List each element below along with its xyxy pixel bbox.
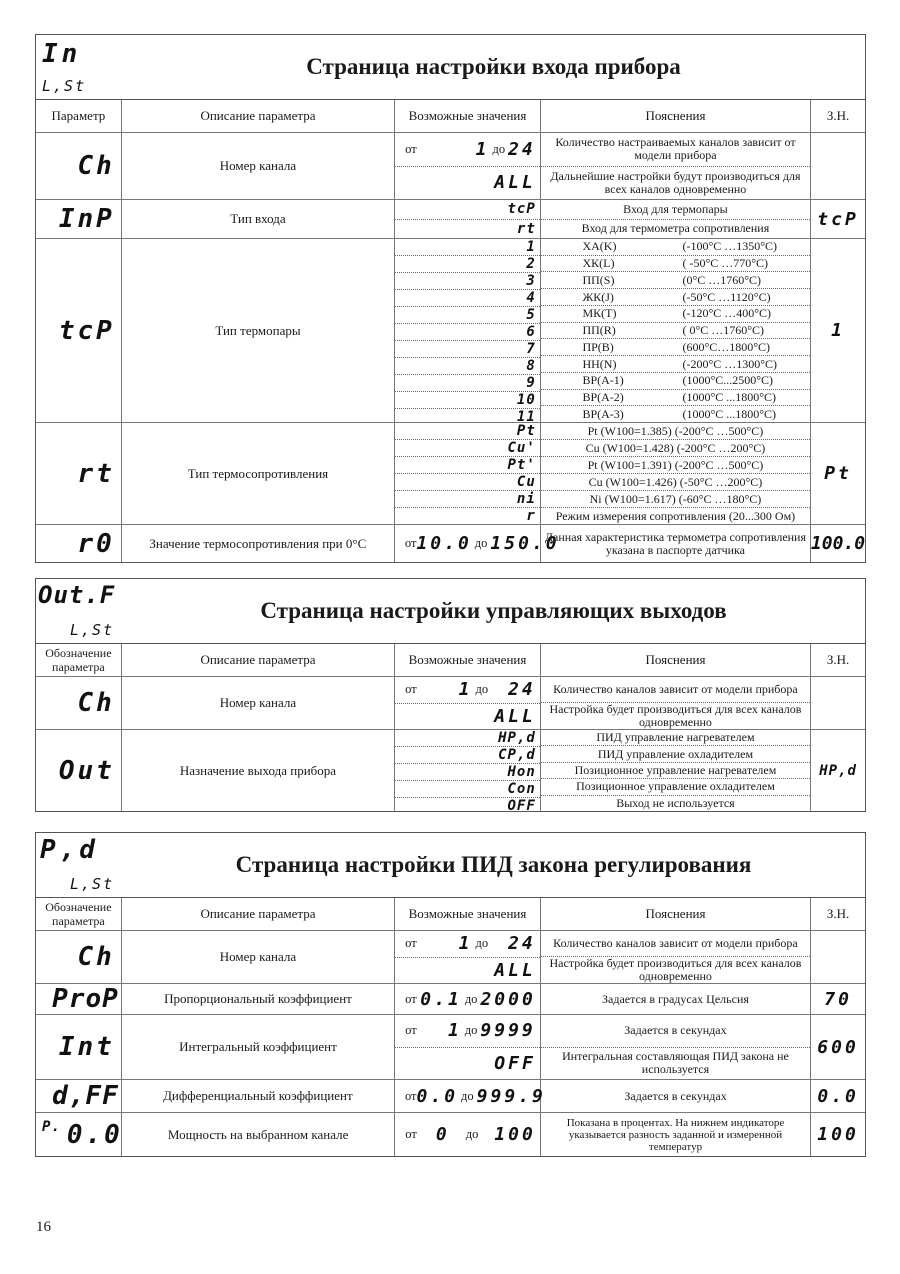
table-row-out: Out Назначение выхода прибора HP,d CP,d Hon Con OFF ПИД управление нагревателем ПИД управление охладителем Позиционное управление нагревателем Позиционное управление охладителем Выход не используется HP,d: [36, 730, 865, 811]
note: Интегральная составляющая ПИД закона не используется: [562, 1049, 789, 1077]
page-title: Страница настройки управляющих выходов: [260, 598, 727, 623]
tcp-values: 1 2 3 4 5 6 7 8 9 10 11: [395, 239, 541, 422]
range-to: 100: [494, 1124, 536, 1145]
menu-code: In: [42, 39, 82, 69]
param-code: 0.0: [66, 1119, 123, 1150]
default-value: [811, 931, 865, 983]
value-off: OFF: [494, 1052, 536, 1074]
option-value: rt: [516, 220, 536, 237]
table-header: [36, 898, 865, 931]
table-title-row: [36, 579, 865, 644]
range-from: 10.0: [416, 533, 472, 554]
param-code: InP: [58, 204, 115, 234]
param-desc: Значение термосопротивления при 0°С: [122, 525, 395, 562]
param-code: rt: [77, 458, 115, 489]
range-from: 1: [447, 1020, 462, 1042]
header-desc: Описание параметра: [122, 100, 395, 132]
param-desc: Пропорциональный коэффициент: [122, 984, 395, 1014]
default-value: [811, 677, 865, 729]
header-default: З.Н.: [826, 906, 850, 921]
default-value: 100: [817, 1124, 859, 1145]
header-desc: Описание параметра: [122, 644, 395, 676]
table-row-ch: Ch Номер канала от 1 до 24 ALL Количество настраиваемых каналов зависит от модели прибора Дальнейшие настройки будут производиться для всех каналов одновременно: [36, 133, 865, 200]
range-to: 24: [508, 933, 536, 955]
param-desc: Номер канала: [122, 931, 395, 983]
note: Вход для термометра сопротивления: [581, 221, 770, 236]
value-all: ALL: [494, 172, 536, 194]
table-row-power: P. 0.0 Мощность на выбранном канале от 0 до 100 Показана в процентах. На нижнем индикаторе указывается разность заданной и измеренной температур 100: [36, 1113, 865, 1156]
range-to: 24: [508, 679, 536, 701]
param-desc: Тип термосопротивления: [122, 423, 395, 524]
header-values: Возможные значения: [395, 898, 541, 930]
header-notes: Пояснения: [541, 644, 811, 676]
param-desc: Интегральный коэффициент: [122, 1015, 395, 1079]
range-to: 2000: [480, 988, 536, 1010]
header-default: З.Н.: [826, 108, 850, 123]
range-to: 999.9: [476, 1085, 546, 1107]
note: Данная характеристика термометра сопротивления указана в паспорте датчика: [541, 525, 811, 562]
note: Настройка будет производиться для всех каналов одновременно: [549, 702, 802, 729]
default-value: 70: [824, 988, 852, 1010]
default-value: 0.0: [817, 1085, 859, 1107]
param-code: Int: [58, 1032, 115, 1062]
note: Задается в секундах: [541, 1080, 811, 1112]
menu-code: P,d: [40, 835, 99, 865]
param-desc: Тип входа: [122, 200, 395, 238]
input-settings-table: [35, 34, 866, 563]
default-value: HP,d: [819, 762, 857, 779]
note: Вход для термопары: [541, 200, 810, 220]
header-values: Возможные значения: [395, 644, 541, 676]
page-title: Страница настройки ПИД закона регулирования: [235, 852, 752, 877]
table-row-prop: ProP Пропорциональный коэффициент от 0.1 до 2000 Задается в градусах Цельсия 70: [36, 984, 865, 1015]
param-code: r0: [77, 528, 115, 559]
header-param: Обозначение параметра: [36, 898, 122, 930]
note: Задается в секундах: [541, 1015, 810, 1048]
range-from: 1: [458, 933, 473, 955]
note: Количество настраиваемых каналов зависит от модели прибора: [541, 133, 810, 167]
param-code: Out: [58, 755, 115, 786]
range-from: 0: [435, 1124, 450, 1145]
tcp-notes: ХА(K) (-100°C …1350°C) ХК(L) ( -50°C …770°C) ПП(S) (0°C …1760°C) ЖК(J) (-50°C …1120°C) МК(T) (-120°C …400°C) ПП(R) ( 0°C …1760°C) ПР(B) (600°C…1800°C) НН(N) (-200°C …1300°C) ВР(А-1) (1000°C...2500°C) ВР(А-2) (1000°C ...1800°C) ВР(А-3) (1000°C ...1800°C): [541, 239, 811, 422]
table-title-row: [36, 35, 865, 100]
header-desc: Описание параметра: [122, 898, 395, 930]
param-code-prefix: P.: [42, 1119, 61, 1135]
list-code: L,St: [42, 77, 87, 95]
range-to: 24: [508, 138, 536, 160]
param-code: Ch: [77, 151, 115, 181]
default-value: Pt: [824, 463, 852, 484]
list-code: L,St: [70, 875, 115, 893]
option-value: tcP: [507, 201, 536, 218]
table-header: [36, 644, 865, 677]
note: Показана в процентах. На нижнем индикаторе указывается разность заданной и измеренной температур: [541, 1113, 811, 1156]
header-notes: Пояснения: [541, 898, 811, 930]
note: Настройка будет производиться для всех каналов одновременно: [549, 956, 802, 983]
param-code: Ch: [77, 688, 115, 718]
range-from: 1: [458, 679, 473, 701]
table-title-row: [36, 833, 865, 898]
pid-settings-table: [35, 832, 866, 1157]
table-row-ch: Ch Номер канала от 1 до 24 ALL Количество каналов зависит от модели прибора Настройка будет производиться для всех каналов одновременно: [36, 677, 865, 730]
param-desc: Тип термопары: [122, 239, 395, 422]
range-to: 150.0: [490, 533, 560, 554]
note: Количество каналов зависит от модели прибора: [541, 931, 810, 957]
note: Дальнейшие настройки будут производиться для всех каналов одновременно: [550, 168, 801, 196]
default-value: 100.0: [810, 533, 866, 554]
header-param: Обозначение параметра: [36, 644, 122, 676]
param-desc: Номер канала: [122, 677, 395, 729]
default-value: 1: [831, 320, 845, 341]
range-from: 0.1: [420, 988, 462, 1010]
output-settings-table: [35, 578, 866, 812]
default-value: [811, 133, 865, 199]
range-from: 0.0: [416, 1085, 459, 1107]
header-param: Параметр: [36, 100, 122, 132]
range-to: 9999: [480, 1020, 536, 1042]
param-code: tcP: [58, 315, 115, 346]
table-row-inp: [36, 200, 865, 239]
header-values: Возможные значения: [395, 100, 541, 132]
page-number: 16: [36, 1219, 51, 1235]
param-code: ProP: [52, 984, 119, 1014]
default-value: tcP: [817, 208, 859, 230]
param-code: d,FF: [52, 1081, 119, 1111]
param-desc: Дифференциальный коэффициент: [122, 1080, 395, 1112]
table-row-tcp: [36, 239, 865, 423]
value-all: ALL: [494, 959, 536, 981]
header-notes: Пояснения: [541, 100, 811, 132]
table-row-rt: rt Тип термосопротивления Pt Cu' Pt' Cu ni r Pt (W100=1.385) (-200°C …500°C) Cu (W100=1.428) (-200°C …200°C) Pt (W100=1.391) (-200°C …500°C) Cu (W100=1.426) (-50°C …200°C) Ni (W100=1.617) (-60°C …180°C) Режим измерения сопротивления (20...300 Ом) Pt: [36, 423, 865, 525]
param-desc: Назначение выхода прибора: [122, 730, 395, 811]
header-default: З.Н.: [826, 652, 850, 667]
table-row-diff: d,FF Дифференциальный коэффициент от 0.0 до 999.9 Задается в секундах 0.0: [36, 1080, 865, 1113]
range-from: 1: [475, 138, 490, 160]
param-desc: Мощность на выбранном канале: [122, 1113, 395, 1156]
table-row-int: Int Интегральный коэффициент от 1 до 9999 OFF Задается в секундах Интегральная составляющая ПИД закона не используется 600: [36, 1015, 865, 1080]
menu-code: Out.F: [38, 581, 116, 609]
param-desc: Номер канала: [122, 133, 395, 199]
note: Задается в градусах Цельсия: [541, 984, 811, 1014]
table-row-r0: r0 Значение термосопротивления при 0°С от 10.0 до 150.0 Данная характеристика термометра сопротивления указана в паспорте датчика 100.0: [36, 525, 865, 562]
page-title: Страница настройки входа прибора: [306, 54, 681, 79]
note: Количество каналов зависит от модели прибора: [541, 677, 810, 703]
value-all: ALL: [494, 705, 536, 727]
list-code: L,St: [70, 621, 115, 639]
table-row-ch: Ch Номер канала от 1 до 24 ALL Количество каналов зависит от модели прибора Настройка будет производиться для всех каналов одновременно: [36, 931, 865, 984]
default-value: 600: [817, 1036, 859, 1058]
table-header: [36, 100, 865, 133]
param-code: Ch: [77, 942, 115, 972]
